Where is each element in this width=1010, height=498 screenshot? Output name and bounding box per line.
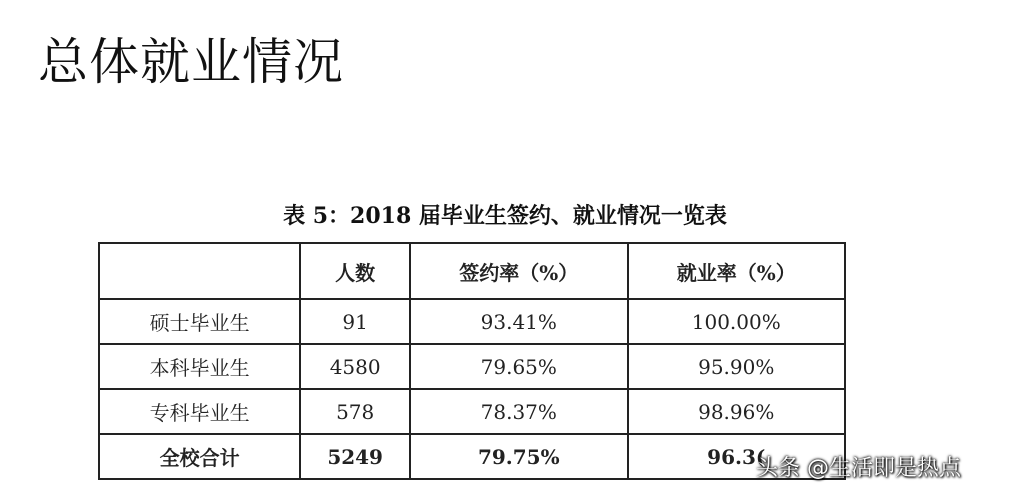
signing-rate-cell: 93.41% [410, 299, 627, 344]
header-cell-count: 人数 [300, 243, 410, 299]
row-label: 本科毕业生 [99, 344, 300, 389]
watermark: 头条 @生活即是热点 [756, 456, 961, 481]
signing-rate-cell: 78.37% [410, 389, 627, 434]
total-count-cell: 5249 [300, 434, 410, 479]
employment-table [98, 242, 846, 480]
total-employment-rate-cell: 96.3( [628, 434, 846, 479]
count-cell: 4580 [300, 344, 410, 389]
total-signing-rate-cell: 79.75% [410, 434, 627, 479]
table-row [99, 299, 845, 344]
table-header-row [99, 243, 845, 299]
row-label: 硕士毕业生 [99, 299, 300, 344]
page-title: 总体就业情况 [38, 33, 344, 91]
table-caption: 表 5：2018 届毕业生签约、就业情况一览表 [283, 203, 727, 229]
count-cell: 91 [300, 299, 410, 344]
header-cell-category [99, 243, 300, 299]
table-total-row [99, 434, 845, 479]
total-label: 全校合计 [99, 434, 300, 479]
table-row [99, 389, 845, 434]
row-label: 专科毕业生 [99, 389, 300, 434]
signing-rate-cell: 79.65% [410, 344, 627, 389]
employment-rate-cell: 98.96% [628, 389, 846, 434]
employment-rate-cell: 100.00% [628, 299, 846, 344]
count-cell: 578 [300, 389, 410, 434]
table-row [99, 344, 845, 389]
header-cell-signing-rate: 签约率（%） [410, 243, 627, 299]
employment-rate-cell: 95.90% [628, 344, 846, 389]
header-cell-employment-rate: 就业率（%） [628, 243, 846, 299]
